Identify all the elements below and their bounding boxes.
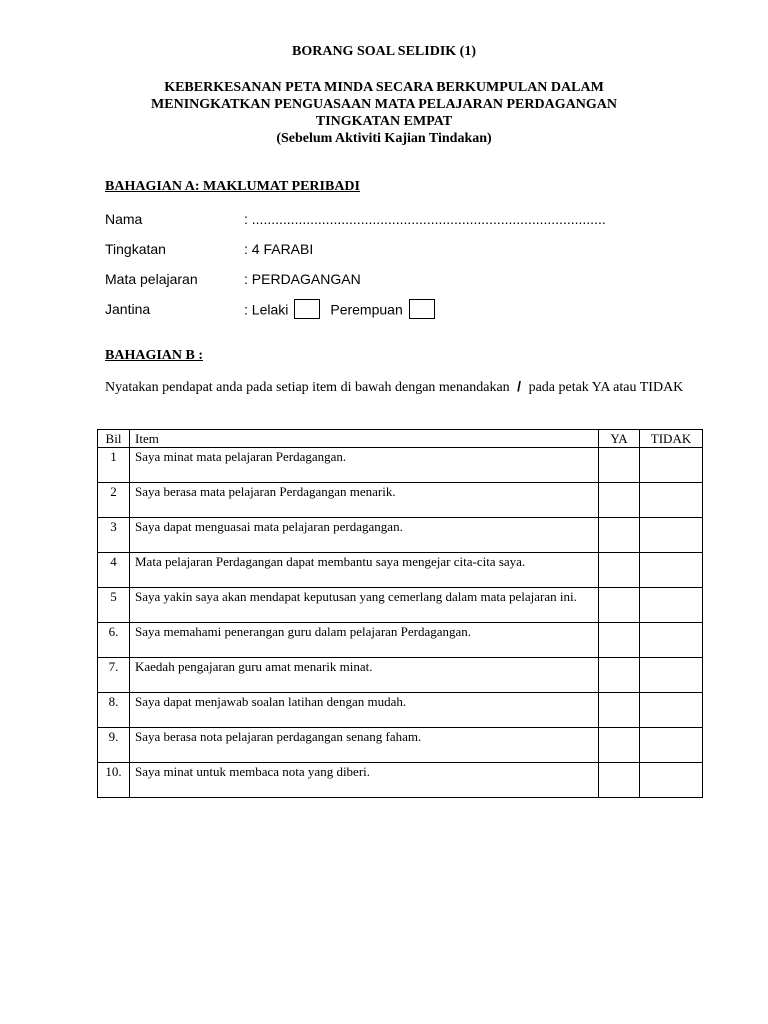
row-number: 3 [98, 518, 130, 553]
ya-cell[interactable] [599, 518, 640, 553]
section-a-heading: BAHAGIAN A: MAKLUMAT PERIBADI [105, 179, 360, 194]
column-header-tidak: TIDAK [640, 430, 703, 448]
study-title-line-1: KEBERKESANAN PETA MINDA SECARA BERKUMPULAN DALAM [164, 80, 604, 95]
table-row [98, 728, 703, 763]
name-field[interactable]: : ........................................................................................... [244, 211, 606, 227]
row-item: Mata pelajaran Perdagangan dapat membantu saya mengejar cita-cita saya. [130, 553, 599, 588]
table-row [98, 763, 703, 798]
instruction-before: Nyatakan pendapat anda pada setiap item di bawah dengan menandakan [105, 380, 510, 395]
gender-options [244, 301, 445, 321]
tidak-cell[interactable] [640, 693, 703, 728]
gender-field-row [105, 301, 705, 321]
tidak-cell[interactable] [640, 623, 703, 658]
instruction-after: pada petak YA atau TIDAK [528, 380, 684, 395]
ya-cell[interactable] [599, 728, 640, 763]
subject-value: : PERDAGANGAN [244, 271, 361, 287]
table-header-row [98, 430, 703, 448]
row-item: Saya berasa nota pelajaran perdagangan senang faham. [130, 728, 599, 763]
study-title-line-2: MENINGKATKAN PENGUASAAN MATA PELAJARAN PERDAGANGAN [151, 97, 617, 112]
table-row [98, 553, 703, 588]
row-number: 9. [98, 728, 130, 763]
table-row [98, 588, 703, 623]
class-field-row [105, 241, 705, 261]
table-row [98, 658, 703, 693]
row-number: 6. [98, 623, 130, 658]
ya-cell[interactable] [599, 588, 640, 623]
class-label: Tingkatan [105, 241, 166, 257]
ya-cell[interactable] [599, 448, 640, 483]
table-row [98, 448, 703, 483]
study-subtitle: (Sebelum Aktiviti Kajian Tindakan) [276, 131, 492, 146]
ya-cell[interactable] [599, 623, 640, 658]
tick-mark: / [517, 378, 522, 394]
row-number: 7. [98, 658, 130, 693]
row-item: Kaedah pengajaran guru amat menarik minat. [130, 658, 599, 693]
gender-male-label: : Lelaki [244, 301, 289, 318]
ya-cell[interactable] [599, 553, 640, 588]
row-number: 8. [98, 693, 130, 728]
ya-cell[interactable] [599, 483, 640, 518]
subject-label: Mata pelajaran [105, 271, 198, 287]
questionnaire-table [97, 429, 703, 798]
row-number: 10. [98, 763, 130, 798]
table-row [98, 518, 703, 553]
form-title: BORANG SOAL SELIDIK (1) [292, 44, 476, 59]
row-number: 2 [98, 483, 130, 518]
row-number: 5 [98, 588, 130, 623]
instruction-text [105, 377, 705, 397]
class-value: : 4 FARABI [244, 241, 314, 257]
gender-female-checkbox[interactable] [409, 299, 435, 319]
gender-male-checkbox[interactable] [294, 299, 320, 319]
subject-field-row [105, 271, 705, 291]
row-item: Saya yakin saya akan mendapat keputusan yang cemerlang dalam mata pelajaran ini. [130, 588, 599, 623]
study-title-line-3: TINGKATAN EMPAT [315, 114, 453, 129]
column-header-bil: Bil [98, 430, 130, 448]
row-number: 1 [98, 448, 130, 483]
gender-label: Jantina [105, 301, 151, 317]
column-header-ya: YA [599, 430, 640, 448]
table-row [98, 483, 703, 518]
name-field-row [105, 211, 705, 231]
tidak-cell[interactable] [640, 588, 703, 623]
tidak-cell[interactable] [640, 728, 703, 763]
row-item: Saya dapat menguasai mata pelajaran perdagangan. [130, 518, 599, 553]
row-item: Saya minat mata pelajaran Perdagangan. [130, 448, 599, 483]
ya-cell[interactable] [599, 763, 640, 798]
study-title [0, 79, 768, 147]
tidak-cell[interactable] [640, 518, 703, 553]
tidak-cell[interactable] [640, 448, 703, 483]
tidak-cell[interactable] [640, 553, 703, 588]
tidak-cell[interactable] [640, 483, 703, 518]
table-row [98, 693, 703, 728]
tidak-cell[interactable] [640, 658, 703, 693]
column-header-item: Item [130, 430, 599, 448]
row-item: Saya minat untuk membaca nota yang diberi. [130, 763, 599, 798]
ya-cell[interactable] [599, 693, 640, 728]
row-item: Saya berasa mata pelajaran Perdagangan menarik. [130, 483, 599, 518]
table-row [98, 623, 703, 658]
row-item: Saya memahami penerangan guru dalam pelajaran Perdagangan. [130, 623, 599, 658]
ya-cell[interactable] [599, 658, 640, 693]
tidak-cell[interactable] [640, 763, 703, 798]
row-item: Saya dapat menjawab soalan latihan dengan mudah. [130, 693, 599, 728]
row-number: 4 [98, 553, 130, 588]
name-label: Nama [105, 211, 143, 227]
section-b-heading: BAHAGIAN B : [105, 348, 204, 363]
gender-female-label: Perempuan [330, 301, 403, 318]
